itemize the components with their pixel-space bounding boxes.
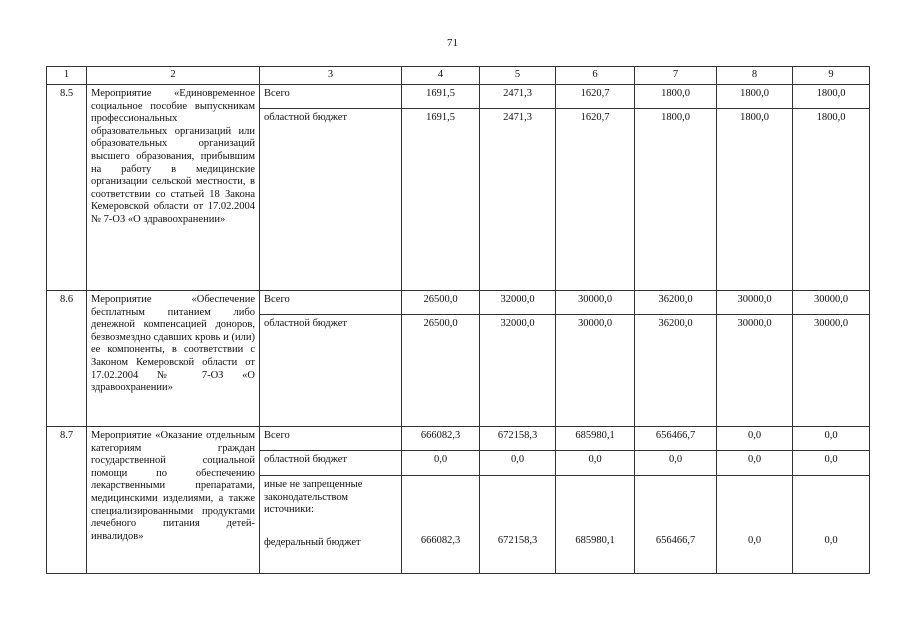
value-text: 0,0	[747, 535, 762, 546]
funding-source: Всего	[260, 427, 402, 451]
column-header: 7	[635, 67, 717, 85]
item-description: Мероприятие «Обеспечение бесплатным питанием либо денежной компенсацией доноров, безвозмездно сдавших кровь и (или) ее компоненты, в соответствии с Законом Кемеровской области от 17.02.2004 № 7-ОЗ «О здравоохранении»	[87, 291, 260, 427]
value-cell: 0,0	[793, 427, 870, 451]
funding-source: Всего	[260, 291, 402, 315]
funding-source-federal: федеральный бюджет	[264, 536, 361, 548]
table-header-row	[47, 67, 870, 85]
value-cell: 36200,0	[635, 291, 717, 315]
value-cell	[480, 476, 556, 574]
value-cell: 36200,0	[635, 315, 717, 427]
value-text: 685980,1	[575, 535, 615, 546]
column-header: 5	[480, 67, 556, 85]
value-cell	[402, 476, 480, 574]
funding-source: областной бюджет	[260, 315, 402, 427]
value-cell: 685980,1	[556, 427, 635, 451]
column-header: 8	[717, 67, 793, 85]
funding-source: областной бюджет	[260, 109, 402, 291]
table-row	[47, 427, 870, 451]
value-cell: 0,0	[793, 451, 870, 476]
value-cell: 1691,5	[402, 109, 480, 291]
funding-source: областной бюджет	[260, 451, 402, 476]
value-text: 666082,3	[420, 535, 461, 546]
column-header: 1	[47, 67, 87, 85]
value-cell: 0,0	[480, 451, 556, 476]
item-number: 8.6	[47, 291, 87, 427]
table-row	[47, 291, 870, 315]
value-cell: 32000,0	[480, 291, 556, 315]
value-cell	[556, 476, 635, 574]
value-cell: 1800,0	[717, 85, 793, 109]
value-cell: 2471,3	[480, 85, 556, 109]
item-description: Мероприятие «Единовременное социальное пособие выпускникам профессиональных образовательных организаций или образовательных организаций высшего образования, прибывшим на работу в медицинские организации сельской местности, в соответствии со статьей 18 Закона Кемеровской области от 17.02.2004 № 7-ОЗ «О здравоохранении»	[87, 85, 260, 291]
item-description: Мероприятие «Оказание отдельным категориям граждан государственной социальной помощи по обеспечению лекарственными препаратами, медицинскими изделиями, а также специализированными продуктами лечебного питания детей-инвалидов»	[87, 427, 260, 574]
value-text: 672158,3	[497, 535, 538, 546]
column-header: 2	[87, 67, 260, 85]
value-cell	[793, 476, 870, 574]
funding-source-group-label: иные не запрещенные законодательством источники:	[264, 479, 363, 516]
value-cell: 30000,0	[556, 291, 635, 315]
value-cell: 1620,7	[556, 109, 635, 291]
value-cell: 666082,3	[402, 427, 480, 451]
value-cell: 1800,0	[793, 109, 870, 291]
value-cell: 1620,7	[556, 85, 635, 109]
value-cell	[717, 476, 793, 574]
value-cell: 656466,7	[635, 427, 717, 451]
value-cell: 1800,0	[717, 109, 793, 291]
value-text: 656466,7	[655, 535, 696, 546]
value-cell: 32000,0	[480, 315, 556, 427]
value-cell: 0,0	[402, 451, 480, 476]
value-cell: 30000,0	[793, 315, 870, 427]
table-row	[47, 85, 870, 109]
column-header: 6	[556, 67, 635, 85]
value-cell: 1691,5	[402, 85, 480, 109]
value-cell: 1800,0	[793, 85, 870, 109]
page-number: 71	[447, 37, 458, 49]
value-cell: 0,0	[635, 451, 717, 476]
value-cell: 1800,0	[635, 109, 717, 291]
value-cell	[635, 476, 717, 574]
value-cell: 30000,0	[717, 315, 793, 427]
column-header: 9	[793, 67, 870, 85]
funding-source: Всего	[260, 85, 402, 109]
value-cell: 0,0	[717, 427, 793, 451]
budget-table	[46, 66, 870, 574]
funding-source	[260, 476, 402, 574]
value-text: 0,0	[824, 535, 838, 546]
value-cell: 0,0	[556, 451, 635, 476]
value-cell: 30000,0	[717, 291, 793, 315]
value-cell: 30000,0	[793, 291, 870, 315]
value-cell: 1800,0	[635, 85, 717, 109]
column-header: 4	[402, 67, 480, 85]
item-number: 8.7	[47, 427, 87, 574]
item-number: 8.5	[47, 85, 87, 291]
value-cell: 30000,0	[556, 315, 635, 427]
value-cell: 26500,0	[402, 315, 480, 427]
value-cell: 0,0	[717, 451, 793, 476]
value-cell: 672158,3	[480, 427, 556, 451]
column-header: 3	[260, 67, 402, 85]
value-cell: 2471,3	[480, 109, 556, 291]
value-cell: 26500,0	[402, 291, 480, 315]
